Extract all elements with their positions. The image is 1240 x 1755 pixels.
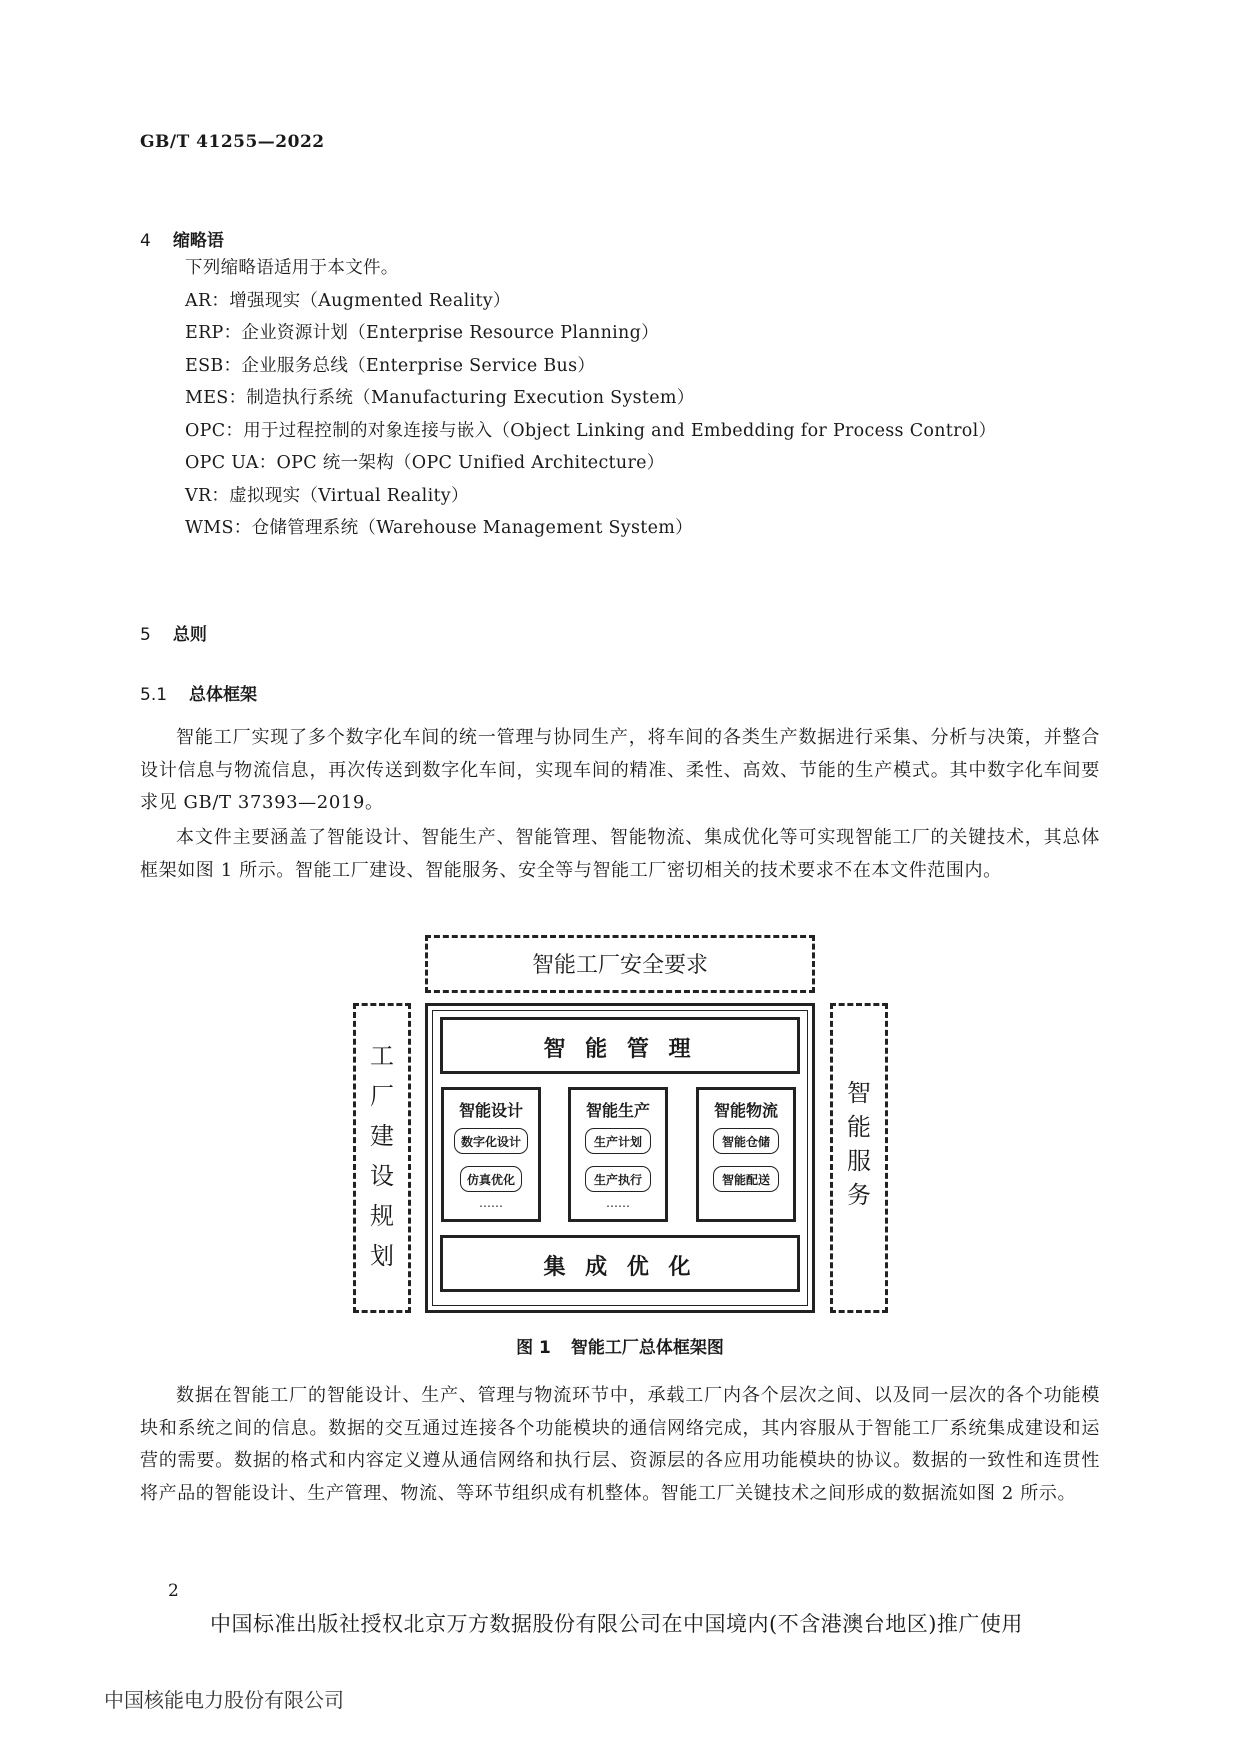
abbreviation-item: VR：虚拟现实（Virtual Reality） (185, 485, 469, 506)
smart-design-title: 智能设计 (458, 1101, 523, 1120)
smart-logistics-title: 智能物流 (713, 1101, 778, 1120)
section-5-1-title: 总体框架 (189, 685, 258, 705)
section-5-1-number: 5.1 (140, 685, 168, 705)
abbreviation-intro: 下列缩略语适用于本文件。 (185, 258, 399, 278)
more-ellipsis: …… (479, 1196, 503, 1210)
label-char: 工 (370, 1042, 394, 1070)
production-execution-pill: 生产执行 (585, 1166, 651, 1192)
digital-design-pill: 数字化设计 (454, 1128, 528, 1154)
label-char: 设 (370, 1162, 394, 1190)
company-stamp: 中国核能电力股份有限公司 (104, 1688, 344, 1712)
more-ellipsis: …… (606, 1196, 630, 1210)
document-id: GB/T 41255—2022 (140, 132, 325, 152)
abbreviation-item: ESB：企业服务总线（Enterprise Service Bus） (185, 355, 596, 376)
smart-services-box (830, 1003, 888, 1313)
abbreviation-item: OPC UA：OPC 统一架构（OPC Unified Architecture） (185, 453, 665, 473)
integration-optimization-label: 集 成 优 化 (543, 1255, 697, 1280)
section-4-title: 缩略语 (172, 231, 224, 251)
smart-production-box (568, 1087, 668, 1222)
page-number: 2 (168, 1581, 179, 1601)
section-4-heading (140, 226, 224, 251)
factory-planning-label (362, 1036, 402, 1276)
smart-management-box (440, 1017, 800, 1074)
abbreviation-item: ERP：企业资源计划（Enterprise Resource Planning） (185, 323, 659, 343)
safety-requirements-box (425, 935, 815, 993)
figure-number: 图 1 (516, 1338, 551, 1358)
label-char: 建 (370, 1122, 394, 1150)
integration-optimization-box (440, 1235, 800, 1292)
label-char: 划 (370, 1242, 394, 1270)
factory-planning-box (353, 1003, 411, 1313)
section-5-title: 总则 (172, 625, 207, 645)
paragraph-3: 数据在智能工厂的智能设计、生产、管理与物流环节中，承载工厂内各个层次之间、以及同一层次的各个功能模块和系统之间的信息。数据的交互通过连接各个功能模块的通信网络完成，其内容服从于智能工厂系统集成建设和运营的需要。数据的格式和内容定义遵从通信网络和执行层、资源层的各应用功能模块的协议。数据的一致性和连贯性将产品的智能设计、生产管理、物流、等环节组织成有机整体。智能工厂关键技术之间形成的数据流如图 2 所示。 (140, 1385, 1100, 1504)
label-char: 规 (370, 1202, 394, 1230)
safety-requirements-label: 智能工厂安全要求 (531, 953, 708, 978)
framework-figure (350, 935, 890, 1315)
smart-services-label (839, 1076, 879, 1212)
paragraph-1: 智能工厂实现了多个数字化车间的统一管理与协同生产，将车间的各类生产数据进行采集、分析与决策，并整合设计信息与物流信息，再次传送到数字化车间，实现车间的精准、柔性、高效、节能的生产模式。其中数字化车间要求见 GB/T 37393—2019。 (140, 727, 1100, 813)
abbreviation-item: MES：制造执行系统（Manufacturing Execution System） (185, 388, 695, 408)
section-5-1-heading (140, 680, 257, 705)
smart-production-title: 智能生产 (585, 1101, 650, 1120)
abbreviation-item: OPC：用于过程控制的对象连接与嵌入（Object Linking and Embedding for Process Control） (185, 420, 997, 441)
label-char: 务 (847, 1181, 871, 1209)
paragraph-2: 本文件主要涵盖了智能设计、智能生产、智能管理、智能物流、集成优化等可实现智能工厂的关键技术，其总体框架如图 1 所示。智能工厂建设、智能服务、安全等与智能工厂密切相关的技术要求不在本文件范围内。 (140, 827, 1100, 881)
figure-title: 智能工厂总体框架图 (570, 1338, 724, 1358)
license-notice: 中国标准出版社授权北京万方数据股份有限公司在中国境内(不含港澳台地区)推广使用 (210, 1612, 1023, 1636)
smart-distribution-pill: 智能配送 (713, 1166, 779, 1192)
smart-warehousing-pill: 智能仓储 (713, 1128, 779, 1154)
production-planning-pill: 生产计划 (585, 1128, 651, 1154)
label-char: 智 (847, 1079, 871, 1107)
section-5-number: 5 (140, 625, 151, 645)
smart-management-label: 智 能 管 理 (543, 1037, 697, 1062)
smart-logistics-box (696, 1087, 796, 1222)
label-char: 能 (847, 1113, 871, 1141)
section-5-heading (140, 620, 207, 645)
simulation-optimization-pill: 仿真优化 (460, 1166, 522, 1192)
smart-design-box (441, 1087, 541, 1222)
abbreviation-item: AR：增强现实（Augmented Reality） (185, 290, 511, 311)
label-char: 服 (847, 1147, 871, 1175)
section-4-number: 4 (140, 231, 151, 251)
label-char: 厂 (370, 1082, 394, 1110)
abbreviation-intro-block (185, 252, 996, 545)
figure-caption (0, 1333, 1240, 1358)
abbreviation-item: WMS：仓储管理系统（Warehouse Management System） (185, 518, 693, 538)
